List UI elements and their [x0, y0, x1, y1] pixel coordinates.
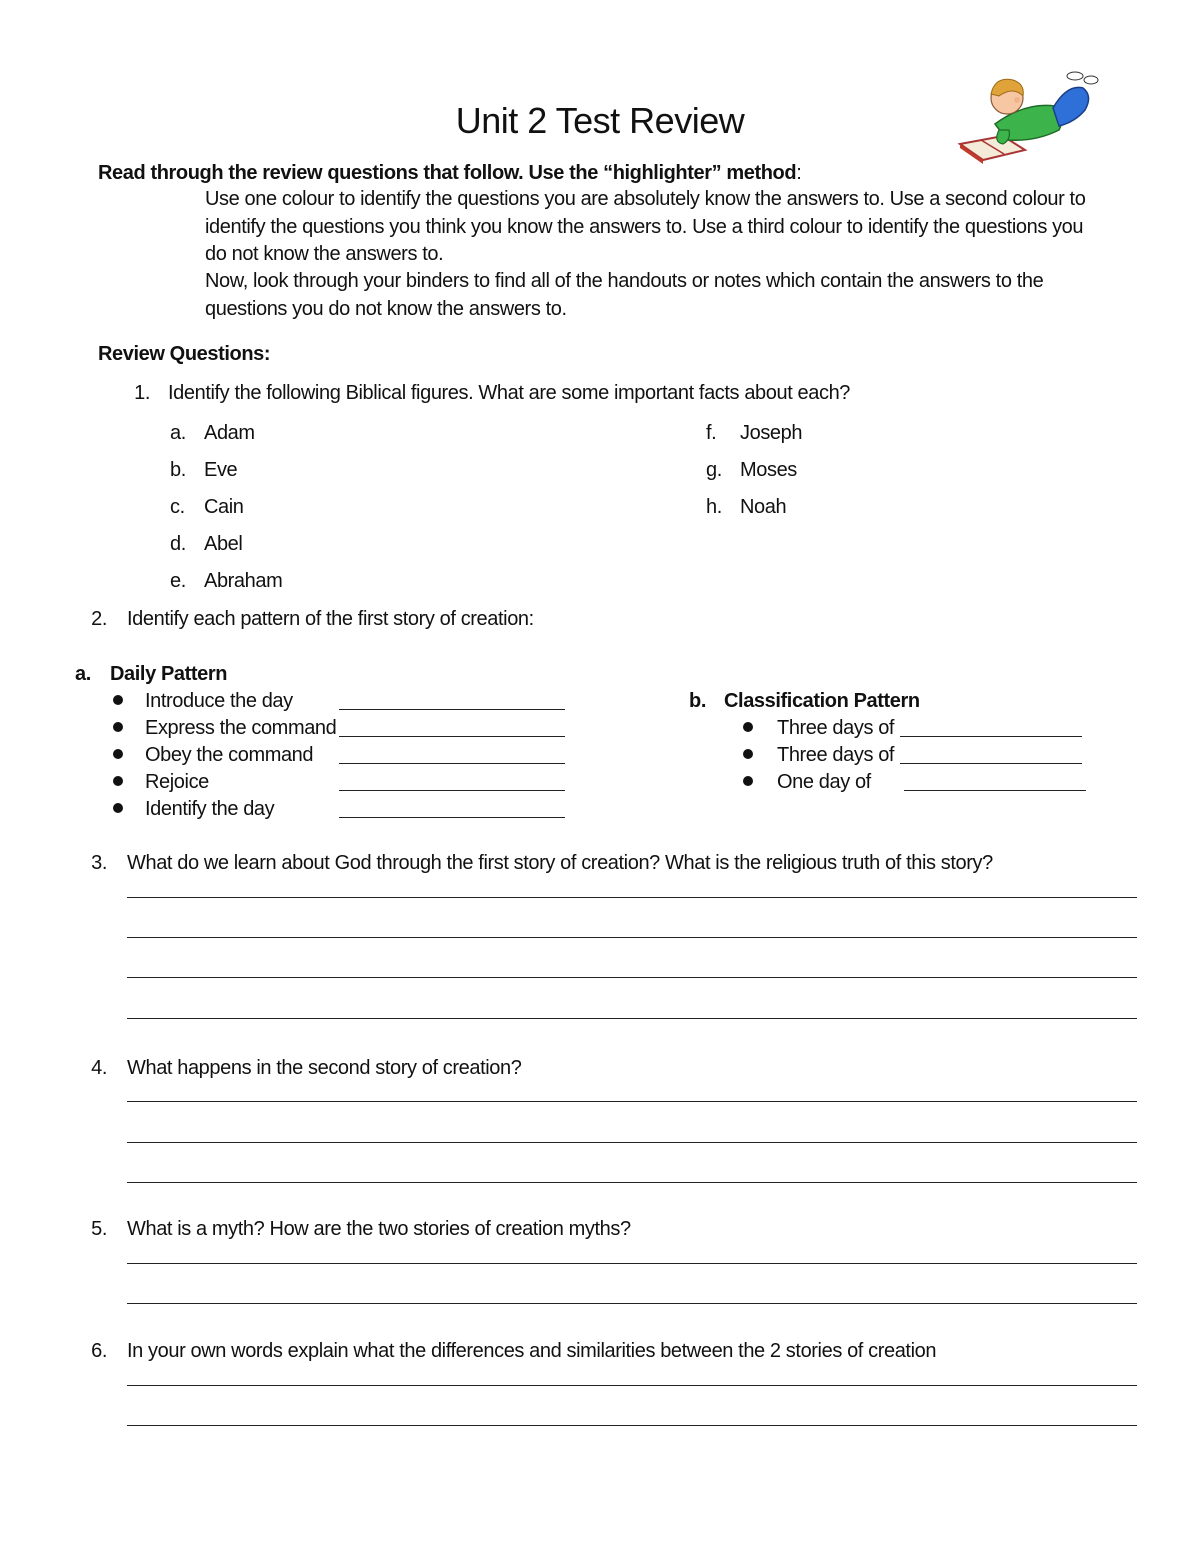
- bullet-icon: [113, 722, 123, 732]
- bullet-icon: [743, 776, 753, 786]
- instructions-lead-text: Read through the review questions that follow. Use the “highlighter” method: [98, 162, 797, 184]
- figure-letter: e.: [170, 570, 186, 592]
- answer-blank[interactable]: [900, 736, 1082, 737]
- instructions-line: identify the questions you think you know the answers to. Use a third colour to identify the questions you: [205, 215, 1084, 238]
- bullet-icon: [113, 749, 123, 759]
- classification-pattern-item: One day of: [777, 771, 871, 793]
- instructions-paragraph-2: [205, 268, 1125, 323]
- figure-name: Adam: [204, 422, 255, 444]
- bullet-icon: [743, 722, 753, 732]
- classification-pattern-item: Three days of: [777, 717, 895, 739]
- instructions-line: Use one colour to identify the questions you are absolutely know the answers to. Use a second colour to: [205, 188, 1086, 210]
- question-number: 2.: [91, 608, 107, 630]
- page-title: Unit 2 Test Review: [455, 100, 745, 141]
- question-5-text: What is a myth? How are the two stories of creation myths?: [127, 1218, 631, 1240]
- figure-name: Cain: [204, 496, 244, 518]
- answer-line[interactable]: [127, 1303, 1137, 1304]
- figure-letter: h.: [706, 496, 722, 518]
- question-number: 6.: [91, 1340, 107, 1362]
- question-number: 1.: [134, 382, 150, 404]
- answer-line[interactable]: [127, 1385, 1137, 1386]
- bullet-icon: [743, 749, 753, 759]
- answer-line[interactable]: [127, 937, 1137, 938]
- instructions-line: do not know the answers to.: [205, 243, 444, 265]
- answer-line[interactable]: [127, 1142, 1137, 1143]
- classification-pattern-heading: Classification Pattern: [724, 690, 920, 712]
- daily-pattern-letter: a.: [75, 663, 91, 685]
- question-4-text: What happens in the second story of creation?: [127, 1057, 522, 1079]
- question-number: 5.: [91, 1218, 107, 1240]
- figure-name: Abraham: [204, 570, 283, 592]
- question-3-text: What do we learn about God through the first story of creation? What is the religious truth of this story?: [127, 852, 993, 874]
- bullet-icon: [113, 695, 123, 705]
- instructions-line: Now, look through your binders to find all of the handouts or notes which contain the answers to the: [205, 270, 1044, 292]
- daily-pattern-heading: Daily Pattern: [110, 663, 228, 685]
- question-number: 3.: [91, 852, 107, 874]
- figure-name: Moses: [740, 459, 797, 481]
- answer-blank[interactable]: [904, 790, 1086, 791]
- bullet-icon: [113, 803, 123, 813]
- instructions-line: questions you do not know the answers to.: [205, 297, 567, 320]
- answer-line[interactable]: [127, 1018, 1137, 1019]
- answer-blank[interactable]: [900, 763, 1082, 764]
- review-questions-heading: Review Questions:: [98, 343, 271, 365]
- question-6-text: In your own words explain what the differences and similarities between the 2 stories of creation: [127, 1340, 937, 1362]
- answer-blank[interactable]: [339, 817, 565, 818]
- daily-pattern-item: Obey the command: [145, 744, 314, 766]
- instructions-lead-colon: :: [796, 162, 802, 184]
- instructions-paragraph-1: [205, 186, 1125, 269]
- figure-letter: a.: [170, 422, 186, 444]
- question-2-text: Identify each pattern of the first story of creation:: [127, 608, 534, 630]
- daily-pattern-item: Express the command: [145, 717, 337, 739]
- daily-pattern-item: Identify the day: [145, 798, 275, 820]
- instructions-lead: [98, 160, 801, 187]
- figure-letter: f.: [706, 422, 717, 444]
- answer-blank[interactable]: [339, 790, 565, 791]
- daily-pattern-item: Rejoice: [145, 771, 209, 793]
- figure-letter: b.: [170, 459, 186, 481]
- answer-line[interactable]: [127, 1101, 1137, 1102]
- figure-name: Eve: [204, 459, 238, 481]
- answer-blank[interactable]: [339, 763, 565, 764]
- question-number: 4.: [91, 1057, 107, 1079]
- classification-pattern-item: Three days of: [777, 744, 895, 766]
- bullet-icon: [113, 776, 123, 786]
- daily-pattern-item: Introduce the day: [145, 690, 293, 712]
- answer-blank[interactable]: [339, 709, 565, 710]
- figure-letter: d.: [170, 533, 186, 555]
- answer-line[interactable]: [127, 897, 1137, 898]
- figure-letter: g.: [706, 459, 722, 481]
- answer-blank[interactable]: [339, 736, 565, 737]
- answer-line[interactable]: [127, 1425, 1137, 1426]
- figure-name: Noah: [740, 496, 787, 518]
- classification-pattern-letter: b.: [689, 690, 706, 712]
- question-1-text: Identify the following Biblical figures. What are some important facts about each?: [168, 382, 851, 404]
- figure-name: Joseph: [740, 422, 803, 444]
- figure-letter: c.: [170, 496, 185, 518]
- answer-line[interactable]: [127, 1182, 1137, 1183]
- figure-name: Abel: [204, 533, 243, 555]
- answer-line[interactable]: [127, 1263, 1137, 1264]
- answer-line[interactable]: [127, 977, 1137, 978]
